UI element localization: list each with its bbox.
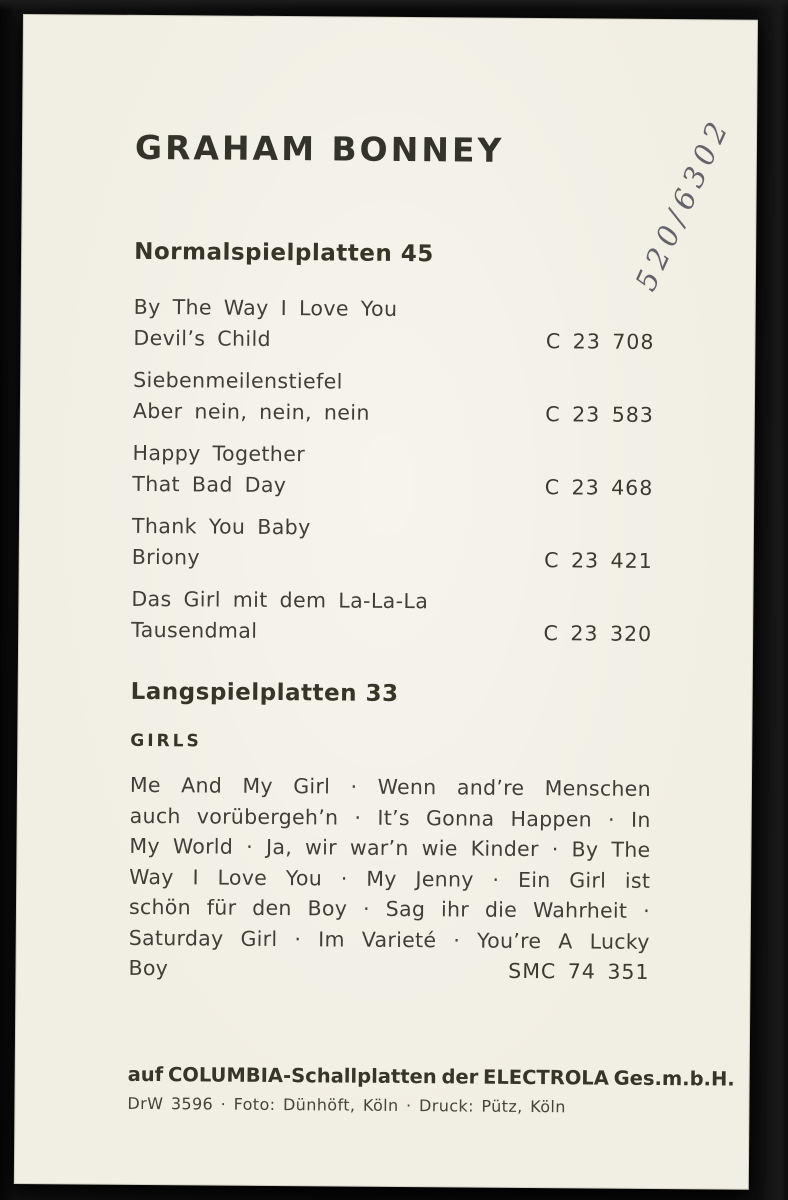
card-footer	[127, 1062, 735, 1118]
single-side-b: Devil’s Child	[133, 325, 272, 351]
track-line: Way I Love You · My Jenny · Ein Girl ist	[129, 864, 651, 893]
single-catalog-number: C 23 421	[544, 548, 653, 573]
single-release	[132, 438, 653, 504]
track-line: Saturday Girl · Im Varieté · You’re A Lucky	[128, 925, 650, 954]
handwritten-inventory-number: 520/6302	[628, 111, 737, 296]
single-side-b: Briony	[131, 544, 201, 570]
single-catalog-number: C 23 708	[545, 329, 655, 354]
single-side-a: Das Girl mit dem La-La-La	[131, 586, 429, 614]
single-side-b: Tausendmal	[131, 617, 258, 643]
single-side-b: That Bad Day	[132, 471, 287, 498]
single-side-b: Aber nein, nein, nein	[132, 398, 370, 425]
artist-name: GRAHAM BONNEY	[134, 127, 505, 170]
album-title: GIRLS	[130, 730, 202, 752]
track-line: auch vorübergeh’n · It’s Gonna Happen · In	[129, 803, 651, 832]
track-line-last: Boy	[128, 955, 169, 981]
singles-release-list	[131, 292, 655, 650]
single-release	[133, 365, 654, 431]
track-line: schön für den Boy · Sag ihr die Wahrheit ·	[128, 894, 651, 923]
single-catalog-number: C 23 320	[543, 621, 653, 646]
single-release	[132, 511, 653, 577]
albums-section-heading: Langspielplatten 33	[130, 678, 399, 707]
single-side-a: Happy Together	[132, 440, 306, 467]
single-catalog-number: C 23 583	[545, 402, 654, 427]
publisher-line: auf COLUMBIA-Schallplatten der ELECTROLA Ges.m.b.H.	[127, 1062, 735, 1091]
record-listing-card	[15, 15, 757, 1189]
single-side-a: Thank You Baby	[131, 513, 311, 540]
track-line: My World · Ja, wir war’n wie Kinder · By The	[129, 833, 651, 862]
credits-line: DrW 3596 · Foto: Dünhöft, Köln · Druck: Pütz, Köln	[127, 1093, 566, 1116]
single-release	[133, 292, 654, 358]
singles-section-heading: Normalspielplatten 45	[134, 238, 434, 268]
single-side-a: By The Way I Love You	[133, 294, 398, 321]
single-catalog-number: C 23 468	[544, 475, 654, 500]
album-track-listing	[128, 770, 651, 988]
track-line: Me And My Girl · Wenn and’re Menschen	[129, 772, 652, 801]
single-release	[131, 584, 652, 650]
album-catalog-number: SMC 74 351	[508, 958, 650, 984]
single-side-a: Siebenmeilenstiefel	[133, 367, 343, 394]
